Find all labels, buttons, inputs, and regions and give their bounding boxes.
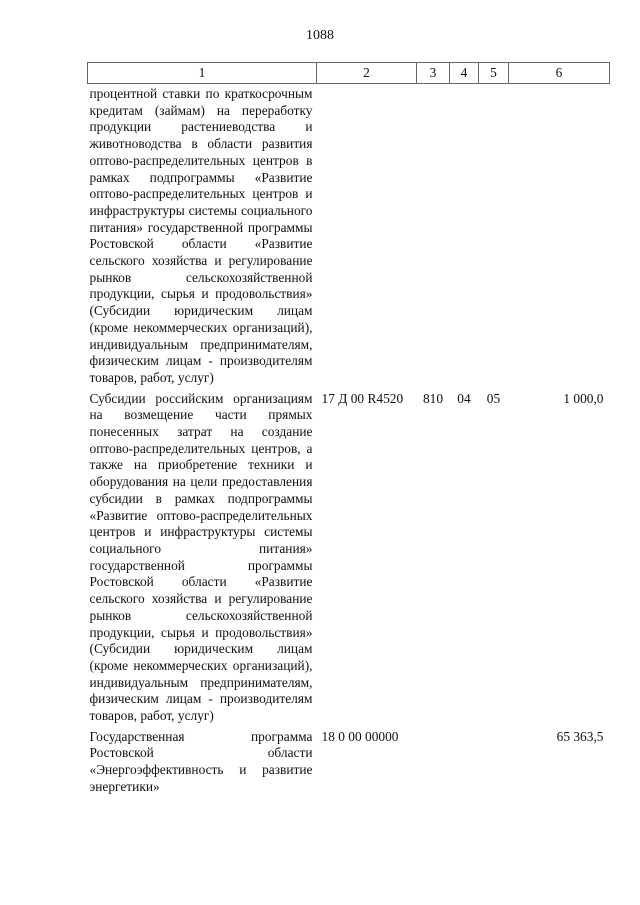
column-header-4: 4 [450, 63, 479, 84]
page-number: 1088 [306, 28, 334, 43]
row-code [317, 84, 417, 387]
table-row [88, 84, 610, 387]
row-col5: 05 [486, 390, 501, 406]
column-header-6: 6 [509, 63, 610, 84]
row-col3: 810 [422, 390, 444, 406]
table-header-row [88, 63, 610, 84]
column-header-5: 5 [479, 63, 509, 84]
column-header-1: 1 [88, 63, 317, 84]
row-col3 [417, 84, 450, 387]
row-amount: 65 363,5 [556, 728, 604, 744]
row-col5 [479, 725, 509, 796]
row-col5 [479, 84, 509, 387]
budget-table [87, 62, 610, 796]
row-col4 [450, 725, 479, 796]
table-row [88, 387, 610, 725]
row-description: Государственная программа Ростовской области «Энергоэффективность и развитие энергетики» [89, 728, 313, 794]
row-col3 [417, 725, 450, 796]
row-amount: 1 000,0 [563, 390, 604, 406]
row-description: процентной ставки по краткосрочным кредитам (займам) на переработку продукции растениеводства и животноводства в области развития оптово-распределительных центров в рамках подпрограммы «Развитие оптово-распределительных центров и инфраструктуры системы социального питания» государственной программы Ростовской области «Развитие сельского хозяйства и регулирование рынков сельскохозяйственной продукции, сырья и продовольствия» (Субсидии юридическим лицам (кроме некоммерческих организаций), индивидуальным предпринимателям, физическим лицам - производителям товаров, работ, услуг) [89, 86, 313, 385]
column-header-3: 3 [417, 63, 450, 84]
table-row [88, 725, 610, 796]
row-col4 [450, 84, 479, 387]
row-code: 18 0 00 00000 [321, 728, 399, 744]
row-description: Субсидии российским организациям на возмещение части прямых понесенных затрат на создание оптово-распределительных центров, а также на приобретение техники и оборудования на цели предоставления субсидии в рамках подпрограммы «Развитие оптово-распределительных центров и инфраструктуры системы социального питания» государственной программы Ростовской области «Развитие сельского хозяйства и регулирование рынков сельскохозяйственной продукции, сырья и продовольствия» (Субсидии юридическим лицам (кроме некоммерческих организаций), индивидуальным предпринимателям, физическим лицам - производителям товаров, работ, услуг) [89, 390, 313, 724]
column-header-2: 2 [317, 63, 417, 84]
row-amount [509, 84, 610, 387]
row-col4: 04 [457, 390, 471, 406]
row-code: 17 Д 00 R4520 [321, 390, 404, 406]
